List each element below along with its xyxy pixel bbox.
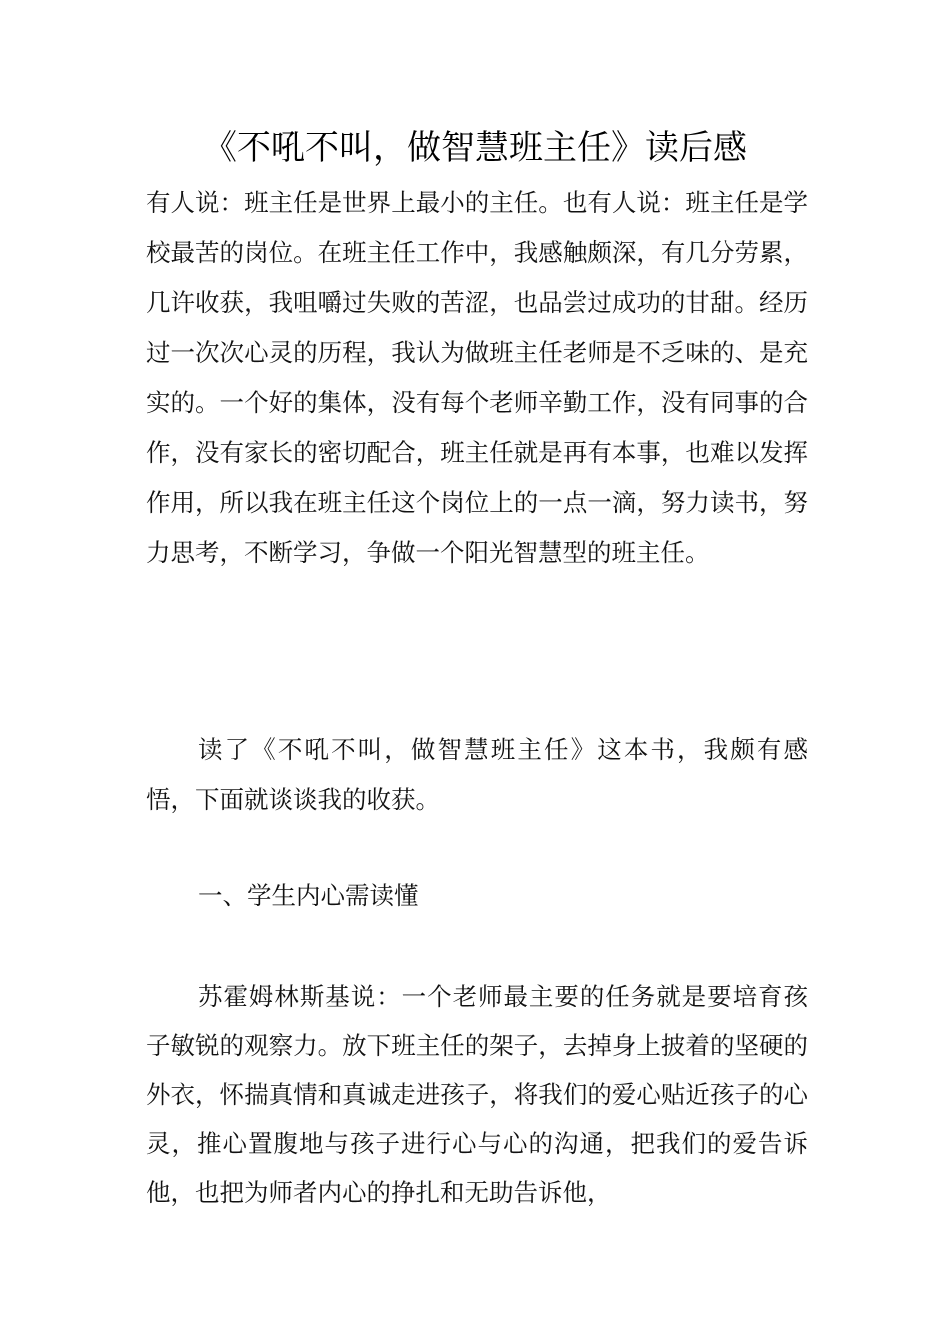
section-heading: 一、学生内心需读懂 — [198, 881, 419, 910]
quote-paragraph: 苏霍姆林斯基说：一个老师最主要的任务就是要培育孩子敏锐的观察力。放下班主任的架子，去掉身上披着的坚硬的外衣，怀揣真情和真诚走进孩子，将我们的爱心贴近孩子的心灵，推心置腹地与孩子进行心与心的沟通，把我们的爱告诉他，也把为师者内心的挣扎和无助告诉他， — [146, 982, 808, 1207]
reading-paragraph: 读了《不吼不叫，做智慧班主任》这本书，我颇有感悟，下面就谈谈我的收获。 — [146, 735, 808, 814]
document-title: 《不吼不叫，做智慧班主任》读后感 — [203, 128, 747, 168]
intro-paragraph: 有人说：班主任是世界上最小的主任。也有人说：班主任是学校最苦的岗位。在班主任工作中，我感触颇深，有几分劳累，几许收获，我咀嚼过失败的苦涩，也品尝过成功的甘甜。经历过一次次心灵的历程，我认为做班主任老师是不乏味的、是充实的。一个好的集体，没有每个老师辛勤工作，没有同事的合作，没有家长的密切配合，班主任就是再有本事，也难以发挥作用，所以我在班主任这个岗位上的一点一滴，努力读书，努力思考，不断学习，争做一个阳光智慧型的班主任。 — [146, 188, 808, 567]
